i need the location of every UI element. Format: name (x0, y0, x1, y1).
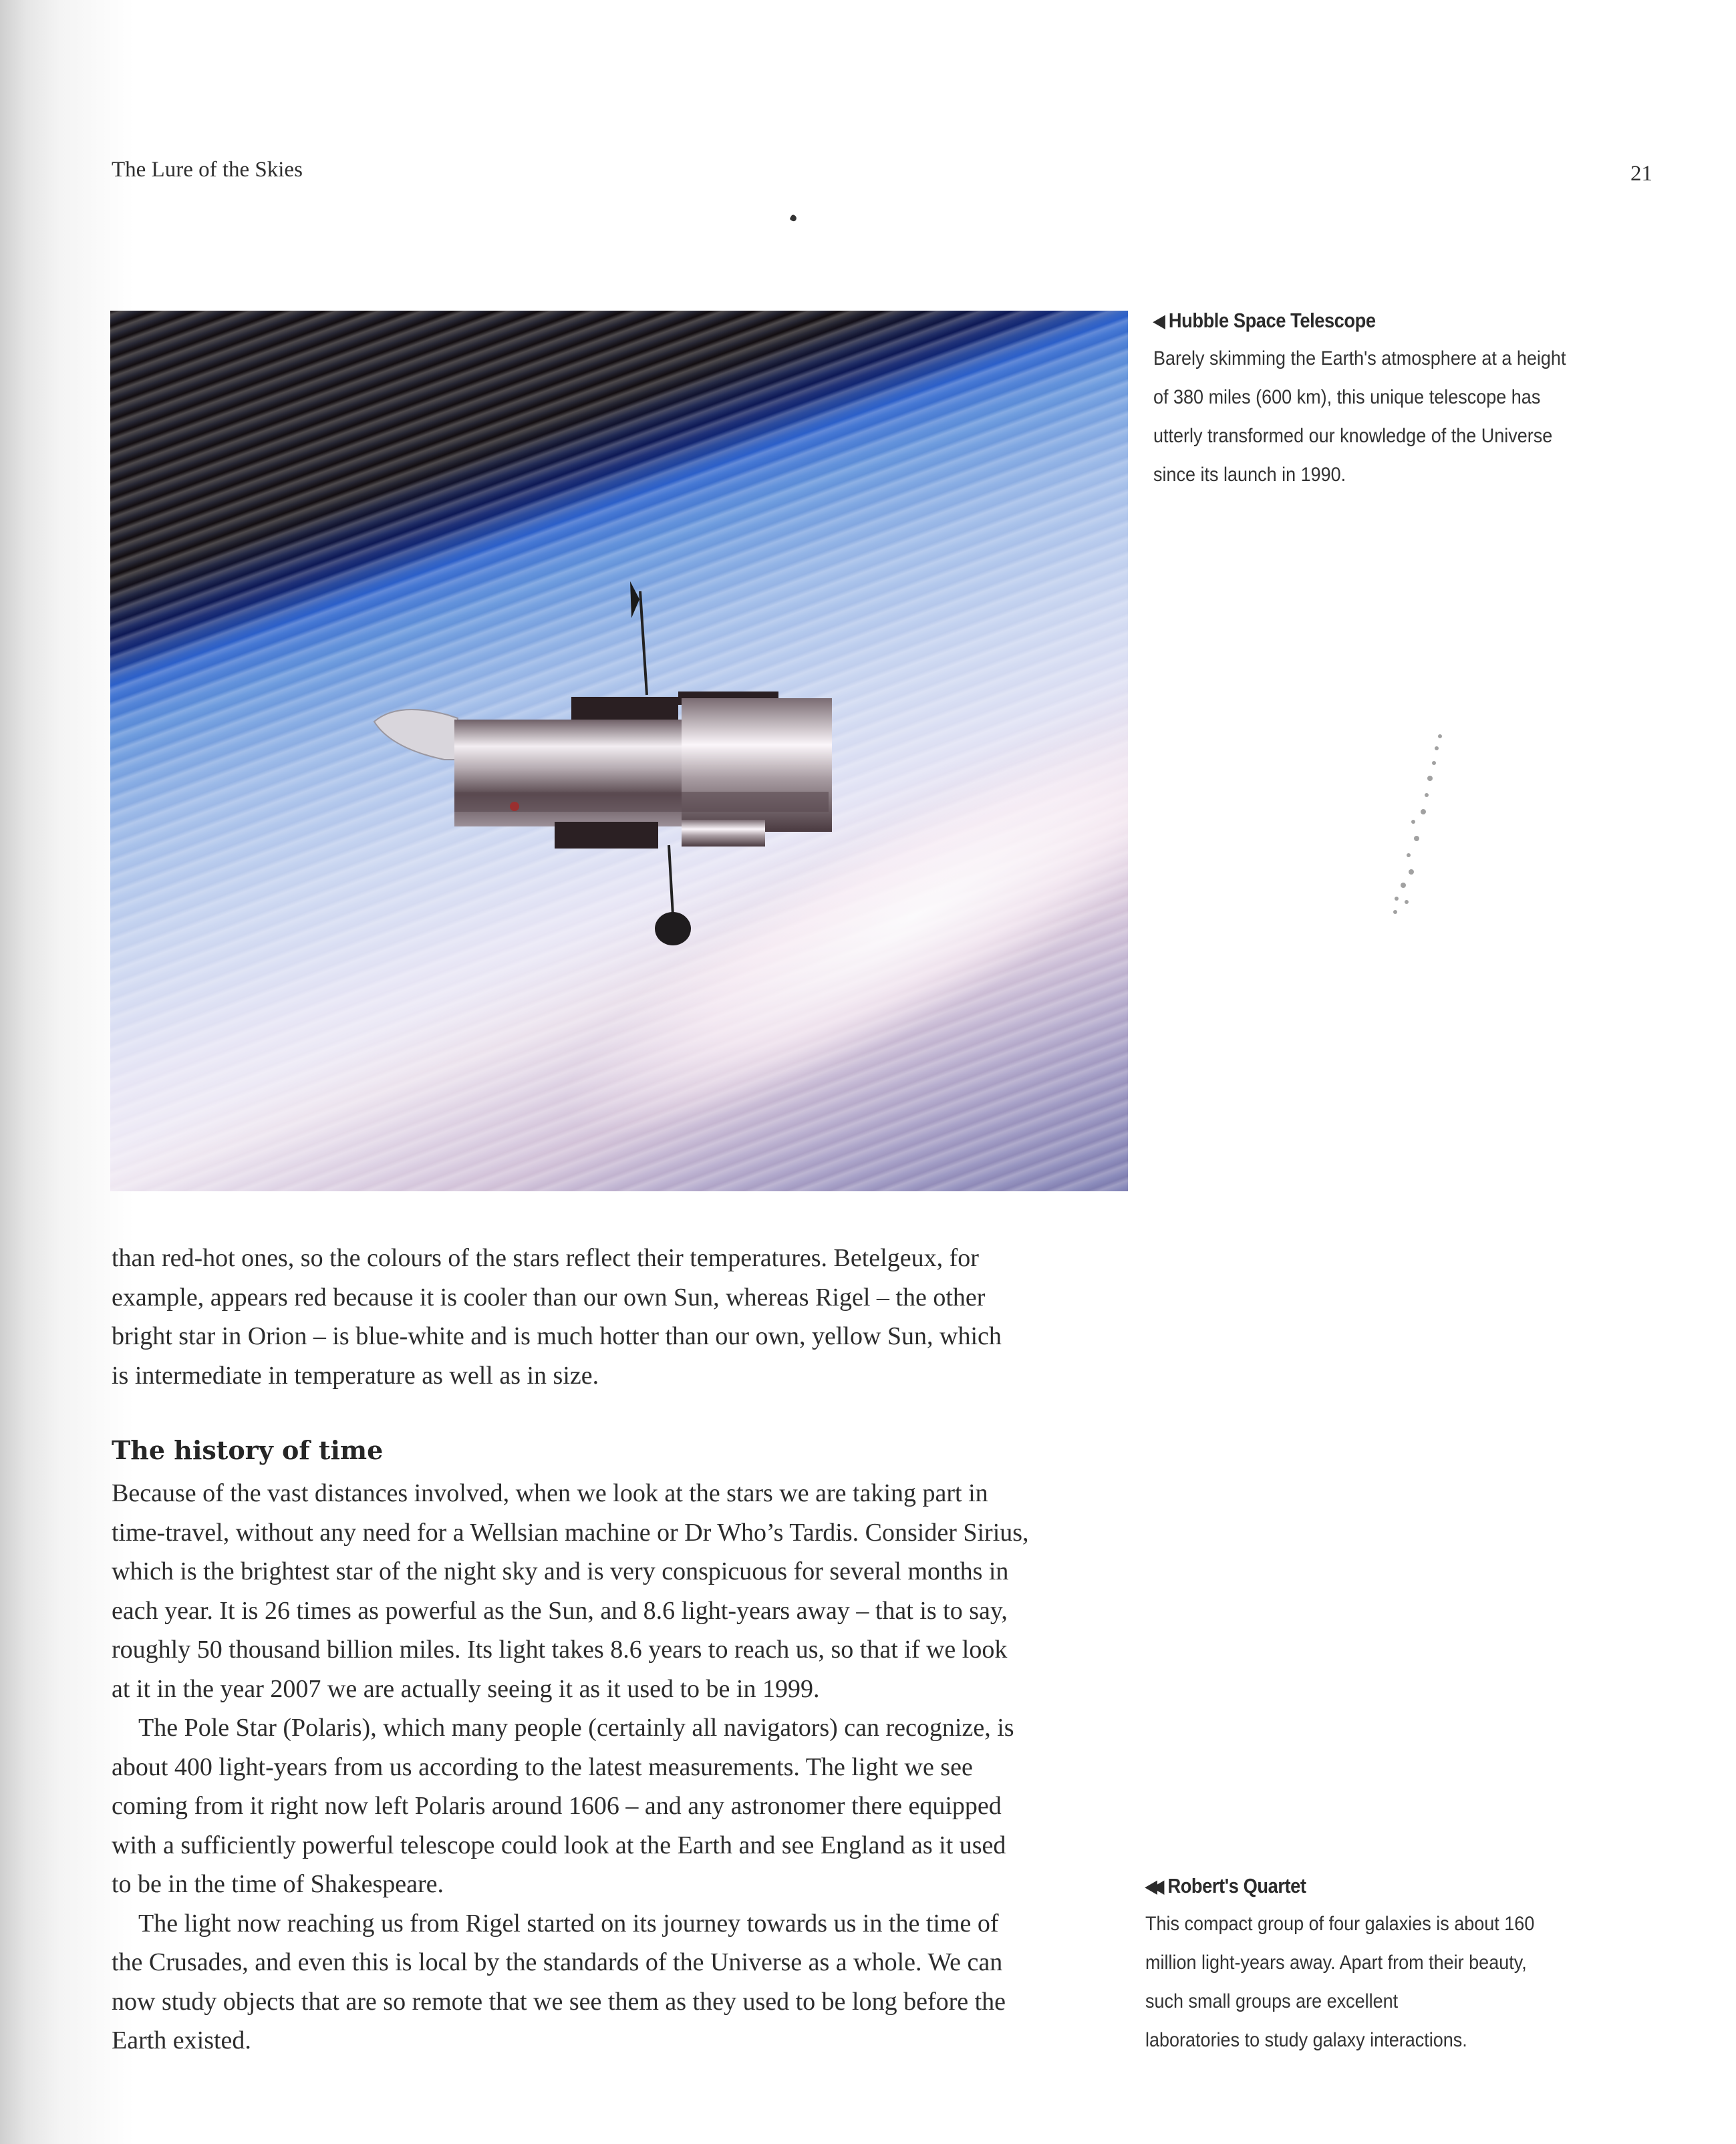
body-line: with a sufficiently powerful telescope could look at the Earth and see England as it used (112, 1831, 1006, 1859)
body-line: which is the brightest star of the night sky and is very conspicuous for several months in (112, 1557, 1009, 1585)
caption-roberts-quartet (1145, 1874, 1653, 2060)
caption-line: such small groups are excellent (1145, 1990, 1399, 2012)
caption-line: Barely skimming the Earth's atmosphere at a height (1153, 347, 1566, 369)
section-heading: The history of time (112, 1435, 384, 1465)
caption-hubble-title-text: Hubble Space Telescope (1168, 309, 1376, 332)
print-speck (789, 214, 797, 222)
body-line: Earth existed. (112, 2026, 251, 2054)
body-line: The Pole Star (Polaris), which many people (certainly all navigators) can recognize, is (138, 1714, 1014, 1742)
paragraph-sirius (112, 1474, 1127, 1708)
page-number: 21 (1630, 162, 1652, 186)
caption-hubble (1153, 309, 1661, 494)
body-line: time-travel, without any need for a Wellsian machine or Dr Who’s Tardis. Consider Sirius, (112, 1518, 1029, 1547)
body-line: at it in the year 2007 we are actually seeing it as it used to be in 1999. (112, 1674, 820, 1703)
body-line: about 400 light-years from us according to the latest measurements. The light we see (112, 1752, 973, 1781)
body-line: than red-hot ones, so the colours of the stars reflect their temperatures. Betelgeux, for (112, 1244, 979, 1272)
caption-line: utterly transformed our knowledge of the Universe (1153, 425, 1553, 447)
caption-line: of 380 miles (600 km), this unique telescope has (1153, 386, 1541, 408)
body-line: each year. It is 26 times as powerful as the Sun, and 8.6 light-years away – that is to say, (112, 1596, 1008, 1625)
caption-line: million light-years away. Apart from their beauty, (1145, 1952, 1527, 1974)
arrow-left-icon: ◀ (1153, 310, 1161, 331)
body-line: to be in the time of Shakespeare. (112, 1870, 444, 1898)
body-line: roughly 50 thousand billion miles. Its light takes 8.6 years to reach us, so that if we look (112, 1636, 1008, 1664)
body-line: bright star in Orion – is blue-white and is much hotter than our own, yellow Sun, which (112, 1322, 1002, 1350)
bleed-through-mark (1377, 728, 1450, 922)
double-arrow-left-icon: ◀◀ (1145, 1875, 1160, 1896)
paragraph-polaris (112, 1708, 1127, 1904)
caption-quartet-body (1145, 1905, 1644, 2060)
caption-line: laboratories to study galaxy interactions. (1145, 2029, 1467, 2051)
body-history-of-time (112, 1474, 1127, 2060)
body-line: the Crusades, and even this is local by the standards of the Universe as a whole. We can (112, 1948, 1003, 1976)
body-line: coming from it right now left Polaris around 1606 – and any astronomer there equipped (112, 1792, 1002, 1820)
hubble-telescope-illustration (110, 311, 1128, 1191)
caption-quartet-title-text: Robert's Quartet (1167, 1874, 1306, 1897)
paragraph-rigel (112, 1904, 1127, 2060)
caption-line: This compact group of four galaxies is about 160 (1145, 1913, 1535, 1935)
caption-line: since its launch in 1990. (1153, 464, 1346, 486)
running-head: The Lure of the Skies (112, 158, 303, 182)
caption-hubble-body (1153, 339, 1652, 494)
body-line: Because of the vast distances involved, when we look at the stars we are taking part in (112, 1479, 988, 1507)
body-line: now study objects that are so remote that we see them as they used to be long before the (112, 1987, 1006, 2016)
caption-quartet-title (1145, 1874, 1592, 1898)
caption-hubble-title (1153, 309, 1600, 333)
body-intro (112, 1239, 1127, 1395)
body-line: is intermediate in temperature as well as in size. (112, 1361, 599, 1390)
hubble-photo (110, 311, 1128, 1191)
body-line: The light now reaching us from Rigel started on its journey towards us in the time of (138, 1909, 999, 1938)
body-line: example, appears red because it is cooler than our own Sun, whereas Rigel – the other (112, 1283, 986, 1312)
